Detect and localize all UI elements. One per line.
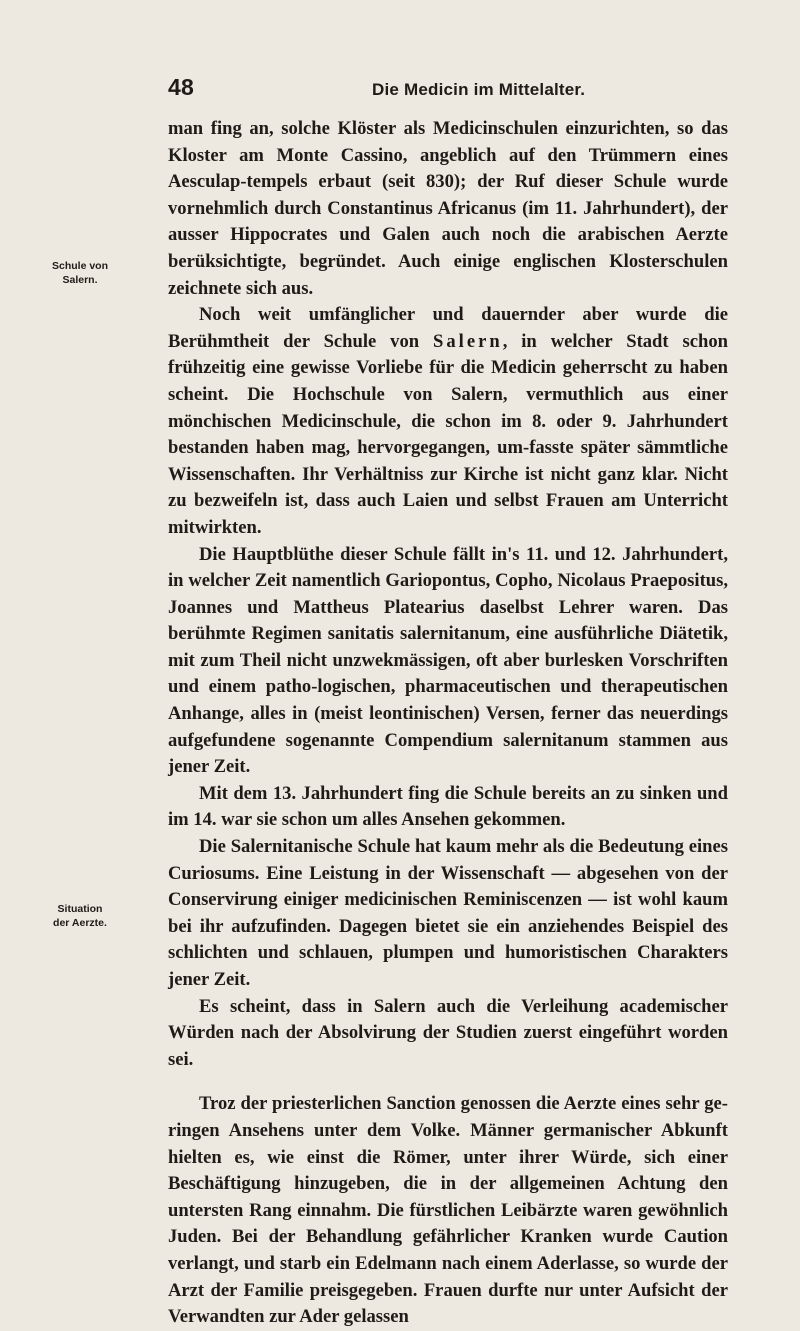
marginal-note-line: Situation	[57, 903, 103, 915]
marginal-note-line: Schule von	[51, 260, 108, 272]
running-title: Die Medicin im Mittelalter.	[372, 80, 586, 99]
salern-text-after: , in welcher Stadt schon frühzeitig eine gewisse Vorliebe für die Medicin geherrscht zu haben scheint. Die Hochschule von Salern, vermuthlich aus einer mönchischen Medicinschule, die schon im 8. oder 9. Jahrhundert bestanden haben mag, hervorgegangen, um-fasste später sämmtliche Wissenschaften. Ihr Verhältniss zur Kirche ist nicht ganz klar. Nicht zu bezweifeln ist, dass auch Laien und selbst Frauen am Unterricht mitwirkten.	[168, 330, 728, 538]
salern-emphasis: Salern	[433, 330, 503, 352]
marginal-note-line: der Aerzte.	[53, 917, 107, 929]
paragraph-situation-der-aerzte: Troz der priesterlichen Sanction genossen die Aerzte eines sehr ge-ringen Ansehens unter dem Volke. Männer germanischer Abkunft hielten es, wie einst die Römer, unter ihrer Würde, sich einer Beschäftigung hinzugeben, die in der allgemeinen Achtung den untersten Rang einnahm. Die fürstlichen Leibärzte waren gewöhnlich Juden. Bei der Behandlung gefährlicher Kranken wurde Caution verlangt, und starb ein Edelmann nach einem Aderlasse, so wurde der Arzt der Familie preisgegeben. Frauen durfte nur unter Aufsicht der Verwandten zur Ader gelassen	[168, 1093, 728, 1328]
body-text	[168, 116, 728, 1331]
salern-text-before: Noch weit umfänglicher und dauernder aber wurde die Berühmtheit der Schule von	[168, 304, 728, 352]
paragraph-hauptbluethe: Die Hauptblüthe dieser Schule fällt in's 11. und 12. Jahrhundert, in welcher Zeit namentlich Gariopontus, Copho, Nicolaus Praepositus, Joannes und Mattheus Platearius daselbst Lehrer waren. Das berühmte Regimen sanitatis salernitanum, eine ausführliche Diätetik, mit zum Theil nicht unzwekmässigen, oft aber burlesken Vorschriften und einem patho-logischen, pharmaceutischen und therapeutischen Anhange, alles in (meist leontinischen) Versen, ferner das neuerdings aufgefundene sogenannte Compendium salernitanum stammen aus jener Zeit.	[168, 543, 728, 778]
marginal-note-schule-von-salern	[30, 259, 130, 287]
marginal-note-line: Salern.	[62, 274, 98, 286]
paragraph-academische-wuerden: Es scheint, dass in Salern auch die Verleihung academischer Würden nach der Absolvirung der Studien zuerst eingeführt worden sei.	[168, 995, 728, 1070]
paragraph-sinken: Mit dem 13. Jahrhundert fing die Schule bereits an zu sinken und im 14. war sie schon um alles Ansehen gekommen.	[168, 782, 728, 831]
paragraph-curiosum: Die Salernitanische Schule hat kaum mehr als die Bedeutung eines Curiosums. Eine Leistung in der Wissenschaft — abgesehen von der Conservirung einiger medicinischen Reminiscenzen — ist wohl kaum bei ihr aufzufinden. Dagegen bietet sie ein anziehendes Beispiel des schlichten und schlauen, plumpen und humoristischen Charakters jener Zeit.	[168, 836, 728, 990]
marginal-note-situation-der-aerzte	[30, 902, 130, 930]
paragraph-schule-von-salern	[168, 302, 728, 541]
page-number: 48	[168, 74, 194, 100]
paragraph-klosterschulen: man fing an, solche Klöster als Medicinschulen einzurichten, so das Kloster am Monte Cassino, angeblich auf den Trümmern eines Aesculap-tempels erbaut (seit 830); der Ruf dieser Schule wurde vornehmlich durch Constantinus Africanus (im 11. Jahrhundert), der ausser Hippocrates und Galen auch noch die arabischen Aerzte berüksichtigte, begründet. Auch einige englischen Klosterschulen zeichnete sich aus.	[168, 118, 728, 299]
